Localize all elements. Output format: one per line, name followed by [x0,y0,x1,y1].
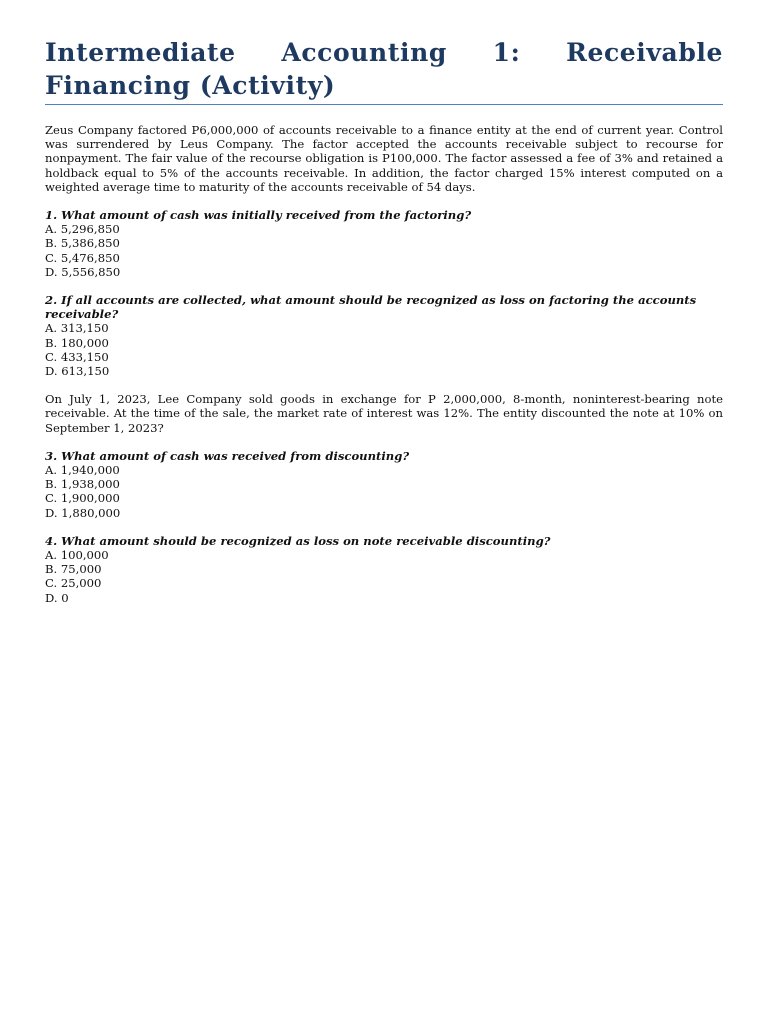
answer-option-d: D. 613,150 [45,364,110,379]
answer-option-c: C. 433,150 [45,349,109,364]
answer-option-b: B. 180,000 [45,335,109,350]
answer-option-b: B. 5,386,850 [45,236,120,251]
answer-option-d: D. 5,556,850 [45,264,121,279]
answer-option-a: A. 313,150 [45,321,109,336]
answer-option-c: C. 5,476,850 [45,250,120,265]
answer-options [45,222,723,279]
question-text: 1. What amount of cash was initially received from the factoring? [45,208,472,223]
question-text: 3. What amount of cash was received from discounting? [45,448,410,463]
question-4 [45,534,723,605]
answer-options [45,463,723,520]
answer-option-b: B. 1,938,000 [45,477,120,492]
answer-option-a: A. 1,940,000 [45,463,120,478]
answer-option-d: D. 1,880,000 [45,505,121,520]
question-1 [45,208,723,279]
answer-option-c: C. 1,900,000 [45,491,120,506]
problem-paragraph-discounting: On July 1, 2023, Lee Company sold goods in exchange for P 2,000,000, 8-month, noninterest-bearing note receivable. At the time of the sale, the market rate of interest was 12%. The entity discounted the note at 10% on September 1, 2023? [45,392,723,435]
answer-option-b: B. 75,000 [45,562,102,577]
title-divider [45,104,723,105]
answer-option-d: D. 0 [45,590,69,605]
question-3 [45,449,723,520]
document-page [45,36,723,619]
answer-option-c: C. 25,000 [45,576,102,591]
page-title: Intermediate Accounting 1: Receivable Financing (Activity) [45,38,723,100]
question-text: 4. What amount should be recognized as loss on note receivable discounting? [45,533,551,548]
problem-paragraph-factoring: Zeus Company factored P6,000,000 of accounts receivable to a finance entity at the end of current year. Control was surrendered by Leus Company. The factor accepted the accounts receivable subject to recourse for nonpayment. The fair value of the recourse obligation is P100,000. The factor assessed a fee of 3% and retained a holdback equal to 5% of the accounts receivable. In addition, the factor charged 15% interest computed on a weighted average time to maturity of the accounts receivable of 54 days. [45,123,723,194]
answer-option-a: A. 100,000 [45,548,109,563]
question-2 [45,293,723,378]
answer-options [45,548,723,605]
answer-options [45,321,723,378]
question-text: 2. If all accounts are collected, what amount should be recognized as loss on factoring the accounts receivable? [45,293,697,322]
answer-option-a: A. 5,296,850 [45,222,120,237]
